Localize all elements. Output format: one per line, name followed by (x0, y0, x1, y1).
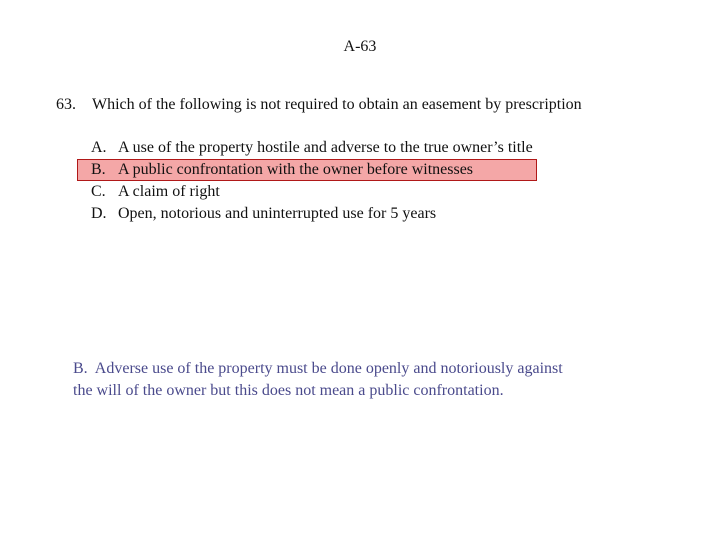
option-b[interactable] (91, 159, 533, 181)
explanation-line-2: the will of the owner but this does not mean a public confrontation. (73, 382, 504, 399)
question-number: 63. (56, 96, 76, 113)
option-d[interactable] (91, 203, 533, 225)
option-text: A claim of right (118, 183, 220, 200)
answer-options (91, 137, 533, 225)
option-text: Open, notorious and uninterrupted use for 5 years (118, 205, 437, 222)
question-text: Which of the following is not required to obtain an easement by prescription (92, 96, 582, 113)
option-text: A public confrontation with the owner before witnesses (118, 161, 474, 178)
option-letter: C. (91, 183, 106, 200)
option-c[interactable] (91, 181, 533, 203)
slide-title: A-63 (343, 38, 377, 55)
option-letter: B. (91, 161, 106, 178)
option-text: A use of the property hostile and adverse to the true owner’s title (118, 139, 533, 156)
answer-explanation (73, 358, 673, 402)
option-letter: D. (91, 205, 107, 222)
question (56, 96, 582, 114)
option-a[interactable] (91, 137, 533, 159)
explanation-line-1: B. Adverse use of the property must be done openly and notoriously against (73, 360, 563, 377)
option-letter: A. (91, 139, 107, 156)
